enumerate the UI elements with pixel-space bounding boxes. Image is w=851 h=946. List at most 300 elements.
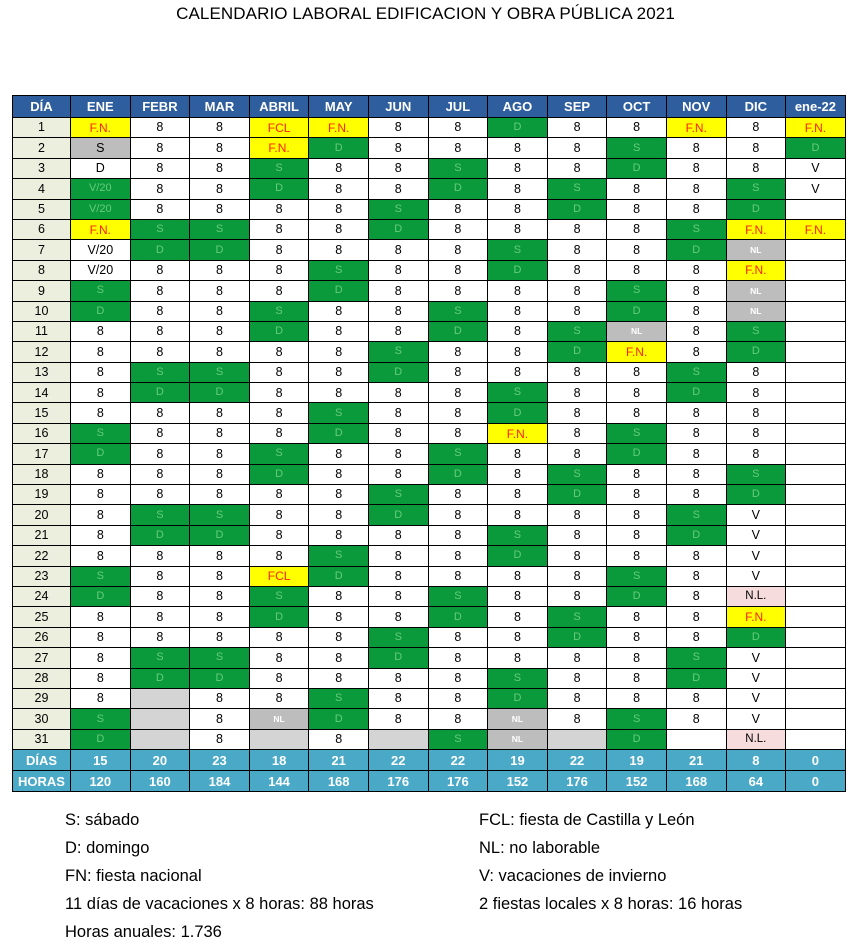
calendar-cell: 8 — [547, 444, 607, 464]
summary-value: 22 — [428, 750, 488, 771]
day-number-cell: 7 — [13, 240, 71, 260]
table-row — [13, 729, 846, 749]
calendar-cell: 8 — [428, 240, 488, 260]
calendar-cell: S — [130, 648, 190, 668]
calendar-cell: 8 — [607, 485, 667, 505]
calendar-cell: D — [666, 668, 726, 688]
summary-value: 21 — [666, 750, 726, 771]
calendar-cell: 8 — [368, 668, 428, 688]
calendar-cell: S — [428, 444, 488, 464]
calendar-cell — [786, 546, 846, 566]
calendar-cell: 8 — [488, 505, 548, 525]
calendar-cell — [666, 729, 726, 749]
calendar-cell: D — [190, 240, 250, 260]
calendar-cell: 8 — [666, 179, 726, 199]
calendar-cell: 8 — [368, 321, 428, 341]
day-number-cell: 1 — [13, 118, 71, 138]
calendar-cell: 8 — [428, 138, 488, 158]
calendar-cell: D — [368, 219, 428, 239]
calendar-cell: 8 — [190, 586, 250, 606]
calendar-cell: 8 — [190, 688, 250, 708]
table-row — [13, 709, 846, 729]
calendar-cell: 8 — [190, 179, 250, 199]
calendar-cell: 8 — [71, 607, 131, 627]
calendar-cell: NL — [488, 729, 548, 749]
calendar-cell: D — [190, 668, 250, 688]
calendar-cell: 8 — [309, 158, 369, 178]
legend-item: FCL: fiesta de Castilla y León — [479, 811, 695, 829]
calendar-cell: 8 — [309, 219, 369, 239]
calendar-cell: D — [726, 627, 786, 647]
calendar-cell: D — [488, 260, 548, 280]
calendar-cell: S — [309, 546, 369, 566]
calendar-cell: V/20 — [71, 240, 131, 260]
calendar-cell: D — [249, 321, 309, 341]
calendar-cell: D — [71, 301, 131, 321]
calendar-cell: 8 — [249, 403, 309, 423]
calendar-cell: 8 — [368, 403, 428, 423]
table-row — [13, 179, 846, 199]
table-row — [13, 607, 846, 627]
calendar-cell — [547, 729, 607, 749]
day-number-cell: 25 — [13, 607, 71, 627]
calendar-cell: S — [666, 505, 726, 525]
calendar-cell: 8 — [309, 607, 369, 627]
day-number-cell: 10 — [13, 301, 71, 321]
calendar-cell: D — [428, 607, 488, 627]
calendar-cell: S — [249, 444, 309, 464]
column-header: NOV — [666, 96, 726, 118]
calendar-cell: 8 — [488, 586, 548, 606]
calendar-cell: 8 — [607, 219, 667, 239]
day-number-cell: 9 — [13, 281, 71, 301]
calendar-cell: 8 — [547, 505, 607, 525]
calendar-cell: D — [726, 342, 786, 362]
day-number-cell: 24 — [13, 586, 71, 606]
column-header: FEBR — [130, 96, 190, 118]
calendar-cell: S — [428, 729, 488, 749]
calendar-cell: 8 — [71, 321, 131, 341]
table-row — [13, 158, 846, 178]
summary-value: 168 — [666, 771, 726, 792]
calendar-cell: 8 — [547, 301, 607, 321]
calendar-cell: F.N. — [249, 138, 309, 158]
calendar-cell: 8 — [607, 648, 667, 668]
calendar-cell: S — [190, 219, 250, 239]
summary-value: 22 — [368, 750, 428, 771]
calendar-cell: 8 — [309, 729, 369, 749]
calendar-cell: 8 — [309, 199, 369, 219]
calendar-cell: S — [368, 342, 428, 362]
calendar-cell: 8 — [368, 260, 428, 280]
day-number-cell: 30 — [13, 709, 71, 729]
summary-value: 19 — [488, 750, 548, 771]
calendar-cell: D — [547, 199, 607, 219]
day-number-cell: 13 — [13, 362, 71, 382]
column-header: AGO — [488, 96, 548, 118]
table-row — [13, 668, 846, 688]
calendar-cell: 8 — [666, 138, 726, 158]
calendar-cell: 8 — [666, 485, 726, 505]
calendar-cell: 8 — [309, 383, 369, 403]
legend-item: NL: no laborable — [479, 839, 601, 857]
calendar-cell: D — [547, 342, 607, 362]
day-number-cell: 12 — [13, 342, 71, 362]
calendar-cell: S — [249, 586, 309, 606]
calendar-cell: V — [726, 546, 786, 566]
calendar-cell: F.N. — [309, 118, 369, 138]
calendar-cell: D — [130, 383, 190, 403]
calendar-cell: 8 — [428, 281, 488, 301]
calendar-cell: 8 — [249, 525, 309, 545]
summary-value: 21 — [309, 750, 369, 771]
table-row — [13, 362, 846, 382]
calendar-cell: 8 — [368, 383, 428, 403]
calendar-cell: S — [130, 362, 190, 382]
calendar-cell: 8 — [130, 260, 190, 280]
calendar-cell: 8 — [130, 586, 190, 606]
summary-value: 15 — [71, 750, 131, 771]
calendar-cell: D — [71, 729, 131, 749]
calendar-cell: V — [786, 158, 846, 178]
calendar-cell: D — [666, 240, 726, 260]
calendar-cell — [786, 586, 846, 606]
calendar-cell: 8 — [666, 546, 726, 566]
calendar-cell: D — [726, 485, 786, 505]
calendar-cell — [786, 648, 846, 668]
calendar-cell: S — [726, 321, 786, 341]
calendar-cell: 8 — [607, 240, 667, 260]
calendar-cell: D — [368, 362, 428, 382]
calendar-cell: S — [666, 362, 726, 382]
calendar-cell: 8 — [249, 668, 309, 688]
table-row — [13, 525, 846, 545]
calendar-cell — [368, 729, 428, 749]
table-row — [13, 444, 846, 464]
calendar-cell: 8 — [71, 485, 131, 505]
calendar-cell: 8 — [368, 525, 428, 545]
column-header: DÍA — [13, 96, 71, 118]
calendar-cell: D — [428, 464, 488, 484]
calendar-cell: S — [71, 281, 131, 301]
calendar-cell: 8 — [488, 648, 548, 668]
summary-value: 176 — [428, 771, 488, 792]
calendar-cell: S — [547, 179, 607, 199]
calendar-cell: 8 — [547, 566, 607, 586]
calendar-cell: 8 — [666, 709, 726, 729]
calendar-cell: 8 — [71, 383, 131, 403]
calendar-cell: 8 — [547, 383, 607, 403]
calendar-cell: F.N. — [726, 607, 786, 627]
calendar-cell: S — [428, 586, 488, 606]
calendar-cell: D — [71, 444, 131, 464]
table-row — [13, 688, 846, 708]
calendar-cell: 8 — [368, 281, 428, 301]
calendar-cell: 8 — [666, 566, 726, 586]
calendar-cell — [786, 260, 846, 280]
calendar-cell: 8 — [368, 709, 428, 729]
calendar-cell: 8 — [249, 362, 309, 382]
column-header: ABRIL — [249, 96, 309, 118]
calendar-cell: 8 — [249, 648, 309, 668]
calendar-cell: S — [309, 688, 369, 708]
calendar-cell: 8 — [309, 586, 369, 606]
calendar-cell: 8 — [368, 301, 428, 321]
column-header: ene-22 — [786, 96, 846, 118]
summary-value: 160 — [130, 771, 190, 792]
calendar-cell: 8 — [368, 607, 428, 627]
calendar-cell: 8 — [428, 627, 488, 647]
calendar-cell: 8 — [488, 321, 548, 341]
calendar-cell: N.L. — [726, 586, 786, 606]
day-number-cell: 29 — [13, 688, 71, 708]
calendar-cell: NL — [726, 301, 786, 321]
calendar-cell: 8 — [71, 688, 131, 708]
day-number-cell: 14 — [13, 383, 71, 403]
calendar-cell: 8 — [607, 607, 667, 627]
calendar-cell: 8 — [368, 566, 428, 586]
calendar-cell: 8 — [130, 342, 190, 362]
calendar-cell: D — [607, 444, 667, 464]
calendar-cell: F.N. — [488, 423, 548, 443]
calendar-cell: 8 — [309, 444, 369, 464]
calendar-cell: 8 — [488, 138, 548, 158]
calendar-cell — [786, 281, 846, 301]
calendar-cell — [786, 240, 846, 260]
calendar-cell: D — [488, 688, 548, 708]
calendar-cell: 8 — [726, 118, 786, 138]
calendar-cell: 8 — [666, 281, 726, 301]
day-number-cell: 16 — [13, 423, 71, 443]
calendar-cell: 8 — [130, 627, 190, 647]
calendar-cell: 8 — [249, 342, 309, 362]
summary-value: 0 — [786, 771, 846, 792]
calendar-cell: D — [368, 505, 428, 525]
calendar-cell: 8 — [71, 403, 131, 423]
calendar-cell: F.N. — [666, 118, 726, 138]
calendar-cell: 8 — [428, 219, 488, 239]
calendar-cell: 8 — [71, 525, 131, 545]
calendar-cell: S — [488, 383, 548, 403]
calendar-cell — [786, 709, 846, 729]
calendar-cell: 8 — [368, 423, 428, 443]
calendar-cell: D — [488, 546, 548, 566]
calendar-cell: FCL — [249, 118, 309, 138]
table-row — [13, 281, 846, 301]
column-header: JUN — [368, 96, 428, 118]
calendar-cell: V — [726, 566, 786, 586]
calendar-cell: 8 — [547, 240, 607, 260]
calendar-cell: 8 — [666, 627, 726, 647]
summary-value: 22 — [547, 750, 607, 771]
calendar-cell: 8 — [666, 199, 726, 219]
calendar-cell: S — [71, 423, 131, 443]
calendar-cell: 8 — [190, 566, 250, 586]
calendar-cell: 8 — [190, 729, 250, 749]
calendar-cell: 8 — [249, 688, 309, 708]
column-header: JUL — [428, 96, 488, 118]
calendar-cell: D — [488, 118, 548, 138]
calendar-cell: 8 — [488, 281, 548, 301]
calendar-cell: 8 — [130, 566, 190, 586]
calendar-cell: 8 — [726, 158, 786, 178]
day-number-cell: 6 — [13, 219, 71, 239]
calendar-cell: 8 — [130, 464, 190, 484]
calendar-cell: 8 — [488, 342, 548, 362]
summary-value: 152 — [488, 771, 548, 792]
calendar-cell: 8 — [547, 586, 607, 606]
calendar-cell: 8 — [666, 260, 726, 280]
calendar-cell: D — [71, 586, 131, 606]
legend-item: D: domingo — [65, 839, 150, 857]
calendar-cell: 8 — [190, 321, 250, 341]
column-header: ENE — [71, 96, 131, 118]
calendar-cell: 8 — [368, 118, 428, 138]
calendar-cell: 8 — [190, 709, 250, 729]
summary-label: DÍAS — [13, 750, 71, 771]
calendar-cell: NL — [488, 709, 548, 729]
table-row — [13, 240, 846, 260]
table-row — [13, 566, 846, 586]
calendar-cell: D — [309, 281, 369, 301]
calendar-cell: 8 — [666, 688, 726, 708]
calendar-cell — [130, 729, 190, 749]
calendar-cell: 8 — [190, 342, 250, 362]
calendar-cell: F.N. — [71, 118, 131, 138]
calendar-cell: S — [71, 138, 131, 158]
legend-item: S: sábado — [65, 811, 140, 829]
calendar-cell: S — [368, 485, 428, 505]
calendar-cell — [786, 525, 846, 545]
calendar-cell: D — [309, 709, 369, 729]
day-number-cell: 23 — [13, 566, 71, 586]
calendar-cell: S — [309, 260, 369, 280]
calendar-cell: 8 — [190, 260, 250, 280]
calendar-cell: 8 — [309, 362, 369, 382]
calendar-cell: 8 — [130, 118, 190, 138]
summary-value: 23 — [190, 750, 250, 771]
calendar-cell: 8 — [309, 648, 369, 668]
calendar-cell: 8 — [190, 444, 250, 464]
calendar-cell: D — [249, 607, 309, 627]
calendar-cell: F.N. — [726, 260, 786, 280]
calendar-cell: S — [666, 648, 726, 668]
calendar-cell: D — [190, 383, 250, 403]
calendar-cell: S — [368, 199, 428, 219]
calendar-cell — [249, 729, 309, 749]
calendar-cell: D — [428, 179, 488, 199]
calendar-cell: 8 — [666, 403, 726, 423]
calendar-cell: 8 — [309, 525, 369, 545]
calendar-cell: 8 — [666, 423, 726, 443]
calendar-cell: 8 — [428, 546, 488, 566]
calendar-cell: S — [488, 668, 548, 688]
table-row — [13, 546, 846, 566]
calendar-cell: 8 — [607, 525, 667, 545]
header-row — [13, 96, 846, 118]
summary-value: 152 — [607, 771, 667, 792]
calendar-cell: 8 — [726, 403, 786, 423]
day-number-cell: 8 — [13, 260, 71, 280]
calendar-cell: 8 — [488, 179, 548, 199]
calendar-cell: 8 — [71, 342, 131, 362]
day-number-cell: 5 — [13, 199, 71, 219]
column-header: OCT — [607, 96, 667, 118]
calendar-cell: 8 — [130, 444, 190, 464]
legend-item: V: vacaciones de invierno — [479, 867, 667, 885]
legend-item: FN: fiesta nacional — [65, 867, 202, 885]
calendar-cell: F.N. — [71, 219, 131, 239]
calendar-cell: D — [368, 648, 428, 668]
calendar-cell: V/20 — [71, 179, 131, 199]
summary-value: 64 — [726, 771, 786, 792]
calendar-cell: 8 — [368, 240, 428, 260]
calendar-cell: 8 — [428, 688, 488, 708]
calendar-cell — [786, 362, 846, 382]
summary-value: 120 — [71, 771, 131, 792]
calendar-cell: 8 — [190, 199, 250, 219]
calendar-cell — [786, 199, 846, 219]
calendar-cell: S — [368, 627, 428, 647]
calendar-cell: 8 — [666, 158, 726, 178]
table-row — [13, 586, 846, 606]
calendar-cell: 8 — [249, 383, 309, 403]
day-number-cell: 2 — [13, 138, 71, 158]
table-row — [13, 627, 846, 647]
calendar-cell: 8 — [428, 505, 488, 525]
calendar-cell: 8 — [547, 118, 607, 138]
table-row — [13, 219, 846, 239]
calendar-cell: 8 — [547, 668, 607, 688]
calendar-cell: 8 — [130, 546, 190, 566]
calendar-cell: V — [726, 709, 786, 729]
calendar-cell: 8 — [368, 546, 428, 566]
calendar-cell: N.L. — [726, 729, 786, 749]
calendar-cell: 8 — [71, 505, 131, 525]
calendar-cell: 8 — [607, 668, 667, 688]
calendar-cell: V/20 — [71, 260, 131, 280]
day-number-cell: 22 — [13, 546, 71, 566]
calendar-cell: F.N. — [726, 219, 786, 239]
calendar-cell: 8 — [547, 709, 607, 729]
calendar-cell — [786, 321, 846, 341]
calendar-cell: 8 — [71, 648, 131, 668]
calendar-cell: S — [607, 566, 667, 586]
calendar-cell: D — [666, 525, 726, 545]
calendar-cell: 8 — [309, 321, 369, 341]
summary-value: 20 — [130, 750, 190, 771]
calendar-cell: S — [249, 158, 309, 178]
calendar-cell: FCL — [249, 566, 309, 586]
calendar-cell: D — [607, 586, 667, 606]
column-header: MAR — [190, 96, 250, 118]
calendar-cell: 8 — [249, 627, 309, 647]
summary-value: 144 — [249, 771, 309, 792]
table-row — [13, 138, 846, 158]
calendar-cell: 8 — [607, 627, 667, 647]
day-number-cell: 17 — [13, 444, 71, 464]
calendar-cell: 8 — [428, 668, 488, 688]
legend-right-column — [479, 806, 742, 918]
day-number-cell: 21 — [13, 525, 71, 545]
calendar-cell: 8 — [130, 485, 190, 505]
calendar-cell: 8 — [488, 199, 548, 219]
calendar-cell: 8 — [428, 709, 488, 729]
calendar-cell: S — [190, 505, 250, 525]
calendar-cell — [786, 403, 846, 423]
day-number-cell: 18 — [13, 464, 71, 484]
calendar-cell: 8 — [249, 423, 309, 443]
